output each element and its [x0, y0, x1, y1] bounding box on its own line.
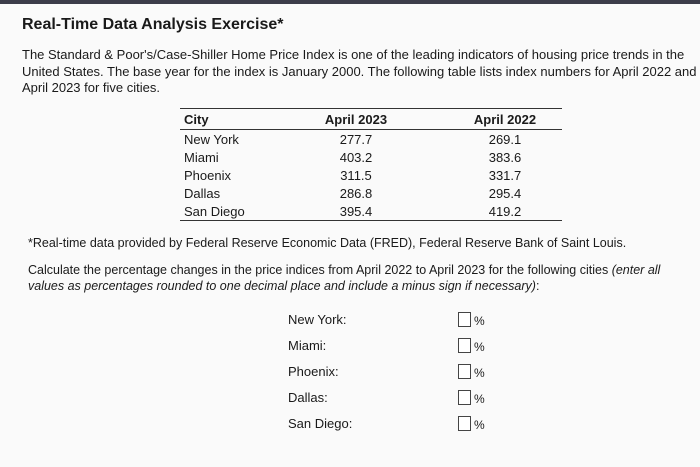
cell-city: New York	[184, 131, 239, 147]
percent-unit: %	[474, 366, 485, 380]
cell-april-2022: 383.6	[488, 149, 522, 165]
answer-label: Dallas:	[288, 390, 328, 405]
instructions-italic: (enter all values as percentages rounded to one decimal place and include a minus sign if necessary)	[28, 263, 661, 293]
percent-unit: %	[474, 314, 485, 328]
footnote: *Real-time data provided by Federal Reserve Economic Data (FRED), Federal Reserve Bank of Saint Louis.	[28, 236, 627, 250]
cell-april-2023: 277.7	[339, 131, 373, 147]
instructions-end: :	[535, 279, 540, 293]
intro-paragraph: The Standard & Poor's/Case-Shiller Home Price Index is one of the leading indicators of housing price trends in the United States. The base year for the index is January 2000. The following table lists index numbers for April 2022 and April 2023 for five cities.	[22, 47, 697, 95]
new-york-answer-input[interactable]	[458, 312, 471, 327]
cell-april-2022: 419.2	[488, 203, 522, 219]
table-row	[180, 166, 562, 184]
percent-unit: %	[474, 418, 485, 432]
cell-april-2022: 331.7	[488, 167, 522, 183]
answer-label: New York:	[288, 312, 347, 327]
header-april-2023: April 2023	[324, 111, 388, 127]
answer-row-phoenix	[288, 360, 498, 386]
cell-april-2022: 295.4	[488, 185, 522, 201]
cell-april-2023: 311.5	[340, 167, 372, 183]
percent-unit: %	[474, 340, 485, 354]
cell-city: Phoenix	[184, 167, 231, 183]
answer-label: Phoenix:	[288, 364, 339, 379]
table-row	[180, 202, 562, 220]
header-city: City	[184, 111, 209, 127]
cell-april-2023: 395.4	[339, 203, 373, 219]
dallas-answer-input[interactable]	[458, 390, 471, 405]
table-header-row	[180, 109, 562, 130]
top-bar	[0, 0, 700, 4]
index-table	[180, 108, 562, 221]
table-row	[180, 184, 562, 202]
table-row	[180, 148, 562, 166]
answer-label: San Diego:	[288, 416, 353, 431]
cell-april-2023: 403.2	[339, 149, 373, 165]
table-row	[180, 130, 562, 148]
cell-city: Dallas	[184, 185, 221, 201]
header-april-2022: April 2022	[473, 111, 537, 127]
percent-unit: %	[474, 392, 485, 406]
answer-list	[288, 308, 498, 438]
cell-april-2022: 269.1	[488, 131, 522, 147]
answer-label: Miami:	[288, 338, 327, 353]
answer-row-san-diego	[288, 412, 498, 438]
san-diego-answer-input[interactable]	[458, 416, 471, 431]
page-title: Real-Time Data Analysis Exercise*	[22, 16, 284, 33]
cell-april-2023: 286.8	[339, 185, 373, 201]
cell-city: San Diego	[184, 203, 245, 219]
miami-answer-input[interactable]	[458, 338, 471, 353]
phoenix-answer-input[interactable]	[458, 364, 471, 379]
cell-city: Miami	[184, 149, 219, 165]
instructions	[28, 262, 696, 294]
answer-row-miami	[288, 334, 498, 360]
instructions-main: Calculate the percentage changes in the price indices from April 2022 to April 2023 for the following cities	[28, 263, 612, 277]
answer-row-new-york	[288, 308, 498, 334]
answer-row-dallas	[288, 386, 498, 412]
